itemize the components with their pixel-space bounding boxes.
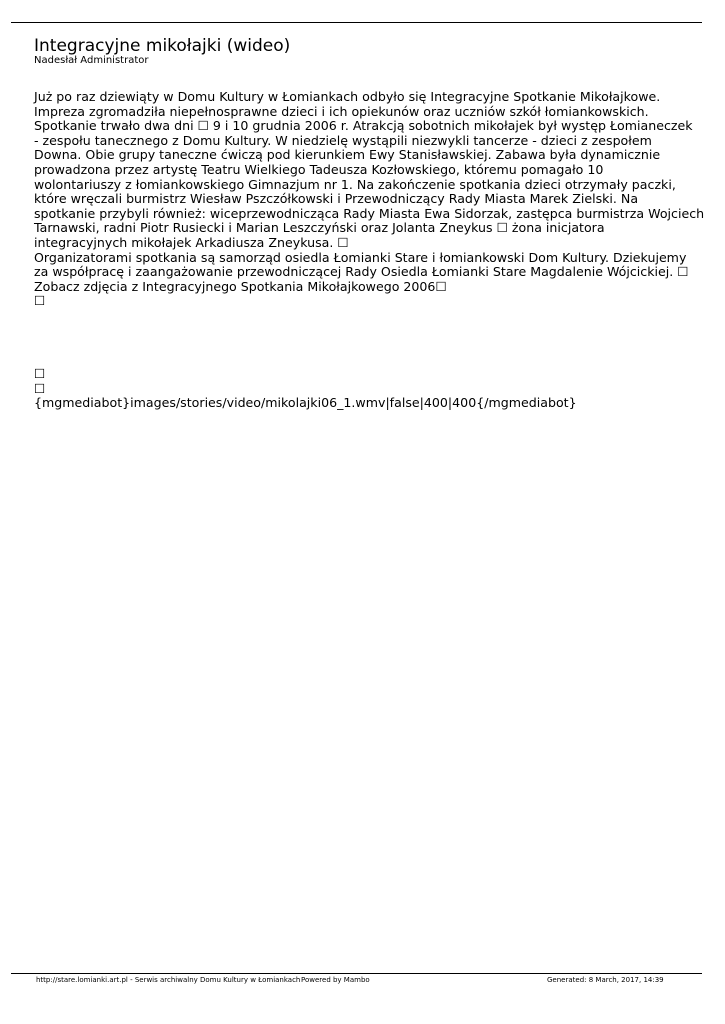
body-line: które wręczali burmistrz Wiesław Pszczółkowski i Przewodniczący Rady Miasta Marek Zielski. Na — [34, 191, 639, 207]
footer-generated: Generated: 8 March, 2017, 14:39 — [547, 976, 664, 984]
body-line: wolontariuszy z łomiankowskiego Gimnazjum nr 1. Na zakończenie spotkania dzieci otrzymały paczki, — [34, 176, 676, 192]
body-line: prowadzona przez artystę Teatru Wielkiego Tadeusza Kozłowskiego, któremu pomagało 10 — [34, 161, 604, 177]
placeholder-glyph: ☐ — [34, 366, 46, 382]
article-body — [34, 89, 705, 411]
body-line: integracyjnych mikołajek Arkadiusza Zneykusa. ☐ — [34, 234, 349, 250]
empty-media-space — [34, 309, 694, 367]
placeholder-glyph: ☐ — [34, 380, 46, 396]
body-line: spotkanie przybyli również: wiceprzewodnicząca Rady Miasta Ewa Sidorzak, zastępca burmistrza Wojciech — [34, 205, 705, 221]
mediabot-embed-code: {mgmediabot}images/stories/video/mikolajki06_1.wmv|false|400|400{/mgmediabot} — [34, 395, 577, 411]
footer-url: http://stare.lomianki.art.pl - Serwis archiwalny Domu Kultury w Łomiankach — [36, 976, 301, 984]
photos-link-text: Zobacz zdjęcia z Integracyjnego Spotkania Mikołajkowego 2006☐ — [34, 278, 447, 294]
body-line: - zespołu tanecznego z Domu Kultury. W niedzielę wystąpili niezwykli tancerze - dzieci z zespołem — [34, 132, 652, 148]
body-line: Tarnawski, radni Piotr Rusiecki i Marian Leszczyński oraz Jolanta Zneykus ☐ żona inicjatora — [34, 220, 605, 236]
body-line: Już po raz dziewiąty w Domu Kultury w Łomiankach odbyło się Integracyjne Spotkanie Mikołajkowe. — [34, 89, 661, 104]
footer-rule — [11, 973, 702, 974]
article-byline: Nadesłał Administrator — [34, 55, 149, 66]
body-line: Downa. Obie grupy taneczne ćwiczą pod kierunkiem Ewy Stanisławskiej. Zabawa była dynamicznie — [34, 147, 661, 163]
header-rule — [11, 22, 702, 23]
body-line: Organizatorami spotkania są samorząd osiedla Łomianki Stare i łomiankowski Dom Kultury. Dziekujemy — [34, 249, 687, 265]
footer-powered-by: Powered by Mambo — [301, 976, 370, 984]
body-line: Spotkanie trwało dwa dni ☐ 9 i 10 grudnia 2006 r. Atrakcją sobotnich mikołajek był występ Łomianeczek — [34, 118, 693, 134]
placeholder-glyph: ☐ — [34, 293, 46, 309]
body-line: za współpracę i zaangażowanie przewodniczącej Rady Osiedla Łomianki Stare Magdalenie Wójcickiej. ☐ — [34, 264, 689, 280]
body-line: Impreza zgromadziła niepełnosprawne dzieci i ich opiekunów oraz uczniów szkół łomiankowskich. — [34, 103, 649, 119]
article-title: Integracyjne mikołajki (wideo) — [34, 36, 291, 56]
